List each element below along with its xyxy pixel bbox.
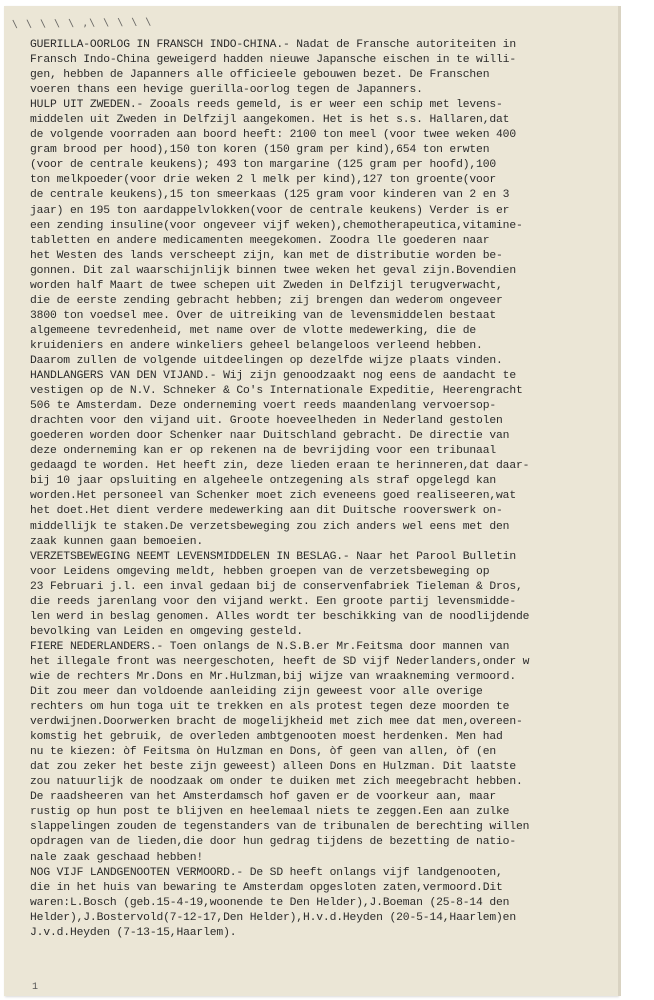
text-line: kruideniers en andere winkeliers geheel belangeloos verleend hebben. <box>30 339 483 352</box>
text-line: len werd in beslag genomen. Alles wordt ter beschikking van de noodlijdende <box>30 610 530 623</box>
text-line: waren:L.Bosch (geb.15-4-19,woonende te Den Helder),J.Boeman (25-8-14 den <box>30 896 510 909</box>
text-line: een zending insuline(voor ongeveer vijf weken),chemotherapeutica,vitamine- <box>30 219 523 232</box>
text-line: ton melkpoeder(voor drie weken 2 l melk per kind),127 ton groente(voor <box>30 174 497 187</box>
text-line: bij 10 jaar opsluiting en algeheele ontzegening als straf opgelegd kan <box>30 475 497 488</box>
text-line: middellijk te staken.De verzetsbeweging zou zich anders wel eens met den <box>30 520 510 533</box>
text-line: De raadsheeren van het Amsterdamsch hof gaven er de voorkeur aan, maar <box>30 791 497 804</box>
text-line: de volgende voorraden aan boord heeft: 2100 ton meel (voor twee weken 400 <box>30 129 516 142</box>
text-line: dat zou zeker het beste zijn geweest) alleen Dons en Hulzman. Dit laatste <box>30 761 516 774</box>
text-line: Helder),J.Bostervold(7-12-17,Den Helder),H.v.d.Heyden (20-5-14,Haarlem)en <box>30 911 516 924</box>
text-line: 23 Februari j.l. een inval gedaan bij de conservenfabriek Tieleman & Dros, <box>30 580 523 593</box>
text-line: goederen worden door Schenker naar Duitschland gebracht. De directie van <box>30 430 510 443</box>
text-line: VERZETSBEWEGING NEEMT LEVENSMIDDELEN IN BESLAG.- Naar het Parool Bulletin <box>30 550 516 563</box>
text-line: die de eerste zending gebracht hebben; zij brengen dan wederom ongeveer <box>30 294 503 307</box>
text-line: opdragen van de lieden,die door hun gedrag tijdens de bezetting de natio- <box>30 836 516 849</box>
text-line: het doet.Het dient verdere medewerking aan dit Duitsche rooverswerk on- <box>30 505 503 518</box>
text-line: FIERE NEDERLANDERS.- Toen onlangs de N.S.B.er Mr.Feitsma door mannen van <box>30 640 510 653</box>
text-line: 506 te Amsterdam. Deze onderneming voert reeds maandenlang vervoersop- <box>30 400 497 413</box>
text-line: Daarom zullen de volgende uitdeelingen op dezelfde wijze plaats vinden. <box>30 354 503 367</box>
text-line: die reeds jarenlang voor den vijand werkt. Een groote partij levensmidde- <box>30 595 516 608</box>
text-line: voeren thans een hevige guerilla-oorlog tegen de Japanners. <box>30 84 423 97</box>
text-line: zou natuurlijk de noodzaak om onder te duiken met zich meegebracht hebben. <box>30 776 523 789</box>
text-line: gram brood per hood),150 ton koren (150 gram per kind),654 ton erwten <box>30 144 490 157</box>
text-line: tabletten en andere medicamenten meegekomen. Zoodra lle goederen naar <box>30 234 490 247</box>
text-line: 3800 ton voedsel mee. Over de uitreiking van de levensmiddelen bestaat <box>30 309 497 322</box>
text-line: NOG VIJF LANDGENOOTEN VERMOORD.- De SD heeft onlangs vijf landgenooten, <box>30 866 503 879</box>
text-line: gedaagd te worden. Het heeft zin, deze lieden eraan te herinneren,dat daar- <box>30 460 530 473</box>
text-line: gen, hebben de Japanners alle officieele gebouwen bezet. De Franschen <box>30 69 490 82</box>
text-line: drachten voor den vijand uit. Groote hoeveelheden in Nederland gestolen <box>30 415 503 428</box>
text-line: wie de rechters Mr.Dons en Mr.Hulzman,bij wijze van wraakneming vermoord. <box>30 670 516 683</box>
text-line: de centrale keukens),15 ton smeerkaas (125 gram voor kinderen van 2 en 3 <box>30 189 510 202</box>
text-line: (voor de centrale keukens); 493 ton margarine (125 gram per hoofd),100 <box>30 159 497 172</box>
text-line: GUERILLA-OORLOG IN FRANSCH INDO-CHINA.- Nadat de Fransche autoriteiten in <box>30 39 516 51</box>
text-line: gonnen. Dit zal waarschijnlijk binnen twee weken het geval zijn.Bovendien <box>30 264 516 277</box>
text-line: Dit zou meer dan voldoende aanleiding zijn geweest voor alle overige <box>30 686 483 699</box>
text-line: rechters om hun toga uit te trekken en als protest tegen deze moorden te <box>30 701 510 714</box>
text-line: het illegale front was neergeschoten, heeft de SD vijf Nederlanders,onder w <box>30 655 530 668</box>
text-line: komstig het gebruik, de overleden ambtgenooten moest herdenken. Men had <box>30 731 503 744</box>
page-mark: 1 <box>32 982 39 993</box>
text-line: HULP UIT ZWEDEN.- Zooals reeds gemeld, is er weer een schip met levens- <box>30 99 503 112</box>
text-line: die in het huis van bewaring te Amsterdam opgesloten zaten,vermoord.Dit <box>30 881 503 894</box>
text-line: voor Leidens omgeving meldt, hebben groepen van de verzetsbeweging op <box>30 565 490 578</box>
text-line: het Westen des lands verscheept zijn, kan met de distributie worden be- <box>30 249 503 262</box>
text-line: zaak kunnen gaan bemoeien. <box>30 535 204 548</box>
text-line: vestigen op de N.V. Schneker & Co's Internationale Expeditie, Heerengracht <box>30 385 523 398</box>
text-line: middelen uit Zweden in Delfzijl aangekomen. Het is het s.s. Hallaren,dat <box>30 114 510 127</box>
page-edge <box>618 6 621 996</box>
text-line: jaar) en 195 ton aardappelvlokken(voor de centrale keukens) Verder is er <box>30 204 510 217</box>
text-line: J.v.d.Heyden (7-13-15,Haarlem). <box>30 926 237 939</box>
text-line: slappelingen zouden de tegenstanders van de tribunalen de berechting willen <box>30 821 530 834</box>
handwritten-mark: \ \ \ \ \ ,\ \ \ \ \ <box>11 16 153 31</box>
text-line: deze onderneming kan er op rekenen na de bevrijding voor een tribunaal <box>30 445 497 458</box>
text-line: algemeene tevredenheid, met name over de vlotte medewerking, die de <box>30 324 477 337</box>
text-line: nale zaak geschaad hebben! <box>30 851 204 864</box>
text-line: worden half Maart de twee schepen uit Zweden in Delfzijl terugverwacht, <box>30 279 503 292</box>
text-line: bevolking van Leiden en omgeving gesteld. <box>30 625 303 638</box>
text-line: verdwijnen.Doorwerken bracht de mogelijkheid met zich mee dat men,overeen- <box>30 716 523 729</box>
text-line: Fransch Indo-China geweigerd hadden nieuwe Japansche eischen in te willi- <box>30 54 516 67</box>
text-line: worden.Het personeel van Schenker moet zich eveneens goed realiseeren,wat <box>30 490 516 503</box>
text-line: nu te kiezen: òf Feitsma òn Hulzman en Dons, òf geen van allen, òf (en <box>30 746 497 759</box>
text-line: rustig op hun post te blijven en heelemaal niets te zeggen.Een aan zulke <box>30 806 510 819</box>
text-line: HANDLANGERS VAN DEN VIJAND.- Wij zijn genoodzaakt nog eens de aandacht te <box>30 370 516 383</box>
typed-text-body <box>30 38 615 941</box>
